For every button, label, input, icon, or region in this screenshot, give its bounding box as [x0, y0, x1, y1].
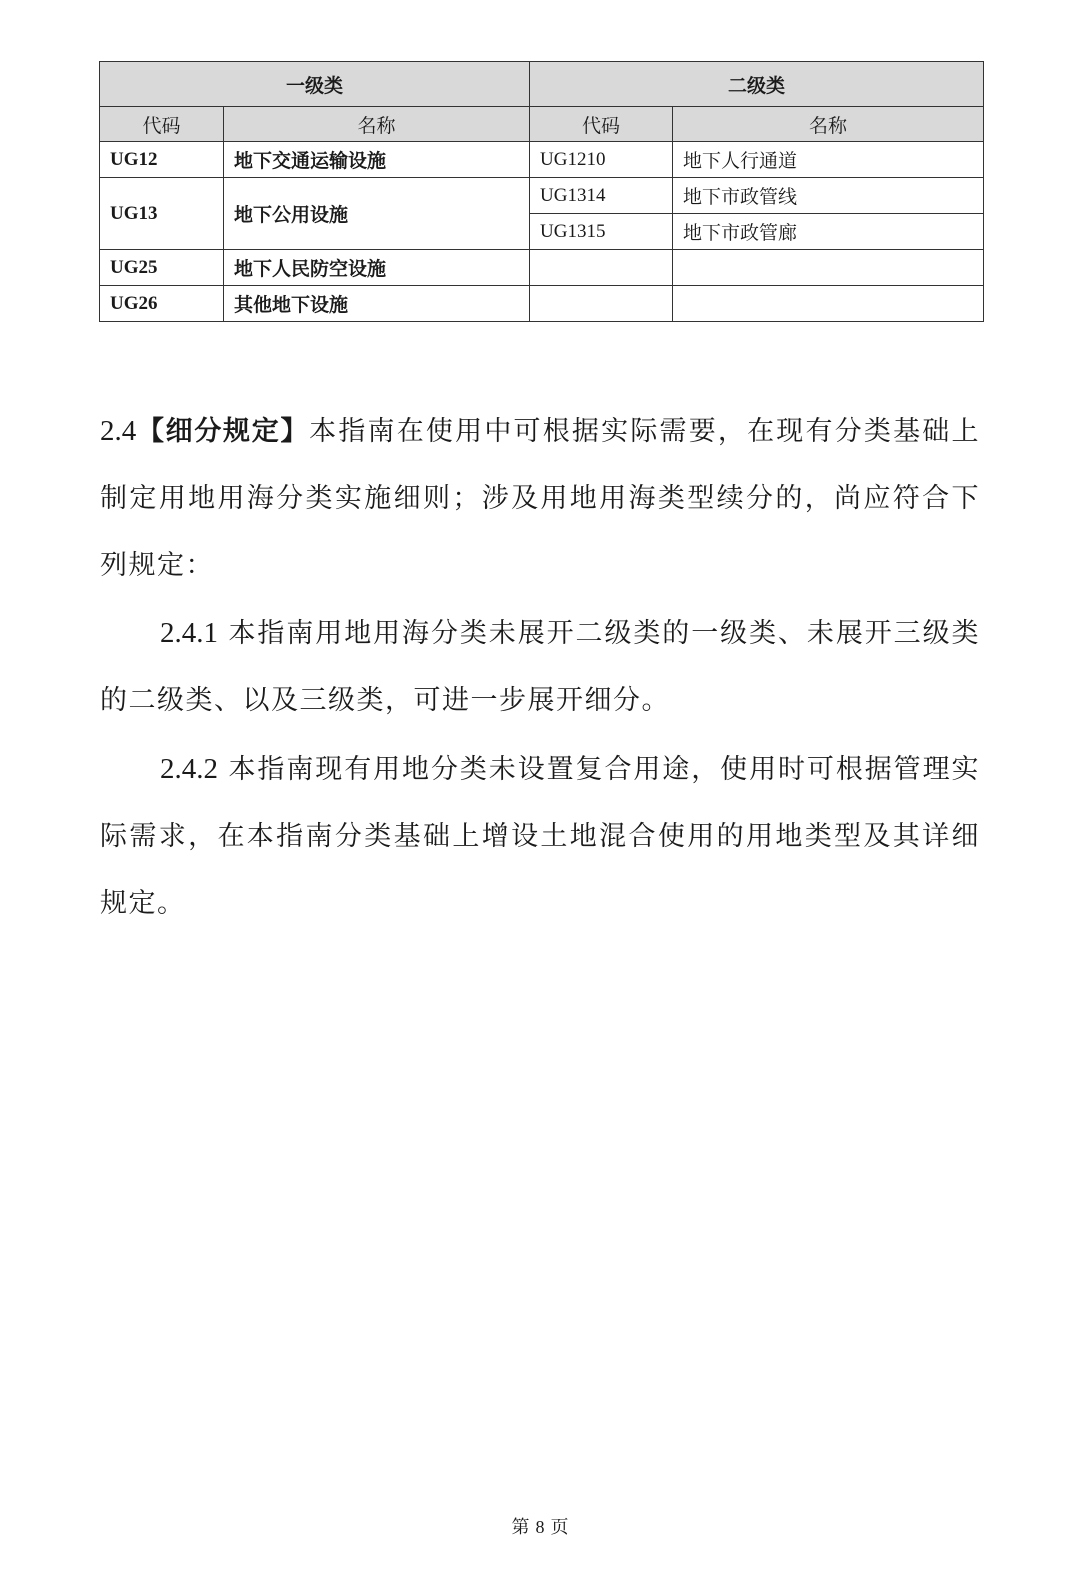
page-number: 8 — [535, 1517, 545, 1537]
l1-code-cell: UG13 — [100, 178, 224, 250]
l2-code-cell: UG1314 — [530, 178, 673, 214]
subheader-l2-name: 名称 — [673, 107, 984, 142]
section-heading: 【细分规定】 — [136, 416, 310, 447]
l1-name-cell: 其他地下设施 — [224, 286, 530, 322]
table-row — [100, 178, 984, 214]
section-number: 2.4 — [100, 415, 137, 447]
l1-code-cell: UG25 — [100, 250, 224, 286]
l2-name-cell — [673, 250, 984, 286]
l1-code-cell: UG26 — [100, 286, 224, 322]
l1-name-cell: 地下公用设施 — [224, 178, 530, 250]
l2-code-cell: UG1210 — [530, 142, 673, 178]
l2-name-cell: 地下市政管廊 — [673, 214, 984, 250]
l1-name-cell: 地下人民防空设施 — [224, 250, 530, 286]
subheader-l2-code: 代码 — [530, 107, 673, 142]
clause-number: 2.4.1 — [160, 617, 218, 649]
section-text: 本指南在使用中可根据实际需要，在现有分类基础上制定用地用海分类实施细则；涉及用地用海类型续分的，尚应符合下列规定： — [100, 416, 981, 581]
header-level1: 一级类 — [100, 62, 530, 107]
l2-code-cell: UG1315 — [530, 214, 673, 250]
table-subheader-row — [100, 107, 984, 142]
subheader-l1-code: 代码 — [100, 107, 224, 142]
table-row — [100, 250, 984, 286]
clause-text: 本指南现有用地分类未设置复合用途，使用时可根据管理实际需求，在本指南分类基础上增设土地混合使用的用地类型及其详细规定。 — [100, 754, 981, 919]
header-level2: 二级类 — [530, 62, 984, 107]
footer-suffix: 页 — [550, 1517, 569, 1538]
clause-number: 2.4.2 — [160, 753, 218, 785]
footer-prefix: 第 — [511, 1517, 530, 1538]
page-footer — [0, 1513, 1080, 1539]
l2-name-cell: 地下市政管线 — [673, 178, 984, 214]
classification-table — [99, 61, 984, 322]
l1-code-cell: UG12 — [100, 142, 224, 178]
section-paragraph — [100, 398, 980, 599]
l2-code-cell — [530, 286, 673, 322]
clause-paragraph — [100, 736, 980, 937]
clause-paragraph — [100, 600, 980, 734]
l2-name-cell: 地下人行通道 — [673, 142, 984, 178]
clause-text: 本指南用地用海分类未展开二级类的一级类、未展开三级类的二级类、以及三级类，可进一步展开细分。 — [100, 618, 981, 716]
subheader-l1-name: 名称 — [224, 107, 530, 142]
l1-name-cell: 地下交通运输设施 — [224, 142, 530, 178]
table-row — [100, 286, 984, 322]
table-header-row — [100, 62, 984, 107]
l2-code-cell — [530, 250, 673, 286]
l2-name-cell — [673, 286, 984, 322]
table-row — [100, 142, 984, 178]
